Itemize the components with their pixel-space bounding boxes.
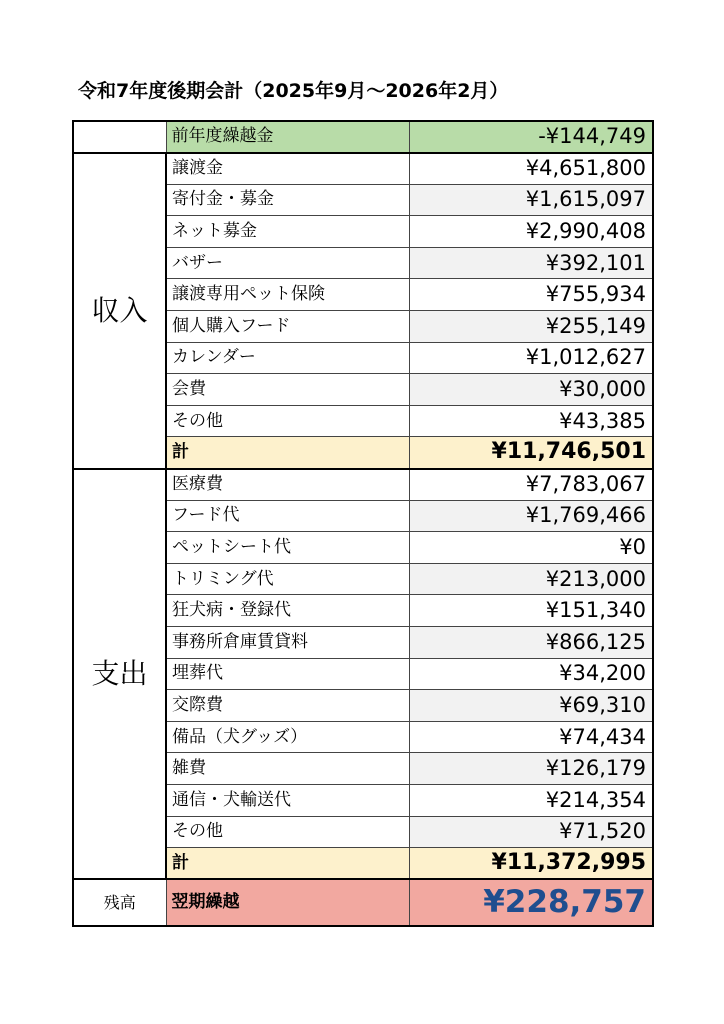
income-row bbox=[73, 153, 653, 185]
income-section bbox=[73, 153, 653, 469]
income-item-value: ¥2,990,408 bbox=[409, 216, 653, 248]
income-item-label: 譲渡金 bbox=[166, 153, 409, 185]
income-item-label: バザー bbox=[166, 247, 409, 279]
income-item-label: 寄付金・募金 bbox=[166, 184, 409, 216]
income-item-label: カレンダー bbox=[166, 342, 409, 374]
expense-item-label: 備品（犬グッズ） bbox=[166, 721, 409, 753]
income-total-value: ¥11,746,501 bbox=[409, 437, 653, 469]
income-item-value: ¥755,934 bbox=[409, 279, 653, 311]
income-item-label: ネット募金 bbox=[166, 216, 409, 248]
balance-label: 翌期繰越 bbox=[166, 879, 409, 926]
carryover-value: -¥144,749 bbox=[409, 121, 653, 153]
balance-row bbox=[73, 879, 653, 926]
expense-item-label: ペットシート代 bbox=[166, 532, 409, 564]
account-table bbox=[72, 120, 654, 927]
expense-total-label: 計 bbox=[166, 848, 409, 880]
expense-item-label: 雑費 bbox=[166, 753, 409, 785]
expense-item-label: 医療費 bbox=[166, 469, 409, 501]
income-item-label: その他 bbox=[166, 405, 409, 437]
income-item-value: ¥392,101 bbox=[409, 247, 653, 279]
carryover-row bbox=[73, 121, 653, 153]
expense-item-value: ¥213,000 bbox=[409, 563, 653, 595]
expense-item-value: ¥7,783,067 bbox=[409, 469, 653, 501]
blank-cell bbox=[73, 121, 166, 153]
income-item-value: ¥43,385 bbox=[409, 405, 653, 437]
expense-item-value: ¥126,179 bbox=[409, 753, 653, 785]
balance-group-label: 残高 bbox=[73, 879, 166, 926]
expense-row bbox=[73, 469, 653, 501]
income-item-label: 譲渡専用ペット保険 bbox=[166, 279, 409, 311]
expense-item-value: ¥866,125 bbox=[409, 627, 653, 659]
expense-item-label: 通信・犬輸送代 bbox=[166, 784, 409, 816]
expense-item-value: ¥74,434 bbox=[409, 721, 653, 753]
expense-group-label: 支出 bbox=[73, 469, 166, 880]
expense-item-value: ¥69,310 bbox=[409, 690, 653, 722]
income-item-value: ¥4,651,800 bbox=[409, 153, 653, 185]
expense-item-label: その他 bbox=[166, 816, 409, 848]
expense-item-label: 埋葬代 bbox=[166, 658, 409, 690]
expense-item-value: ¥1,769,466 bbox=[409, 500, 653, 532]
expense-total-value: ¥11,372,995 bbox=[409, 848, 653, 880]
expense-item-value: ¥34,200 bbox=[409, 658, 653, 690]
expense-item-value: ¥0 bbox=[409, 532, 653, 564]
income-item-value: ¥1,012,627 bbox=[409, 342, 653, 374]
income-item-label: 会費 bbox=[166, 374, 409, 406]
expense-section bbox=[73, 469, 653, 880]
income-total-label: 計 bbox=[166, 437, 409, 469]
expense-item-label: トリミング代 bbox=[166, 563, 409, 595]
carryover-label: 前年度繰越金 bbox=[166, 121, 409, 153]
income-group-label: 収入 bbox=[73, 153, 166, 469]
expense-item-label: フード代 bbox=[166, 500, 409, 532]
expense-item-label: 事務所倉庫賃貸料 bbox=[166, 627, 409, 659]
expense-item-value: ¥71,520 bbox=[409, 816, 653, 848]
balance-value: ¥228,757 bbox=[409, 879, 653, 926]
expense-item-value: ¥151,340 bbox=[409, 595, 653, 627]
income-item-value: ¥1,615,097 bbox=[409, 184, 653, 216]
income-item-label: 個人購入フード bbox=[166, 311, 409, 343]
expense-item-label: 交際費 bbox=[166, 690, 409, 722]
income-item-value: ¥255,149 bbox=[409, 311, 653, 343]
page-title: 令和7年度後期会計（2025年9月～2026年2月） bbox=[78, 80, 509, 102]
income-item-value: ¥30,000 bbox=[409, 374, 653, 406]
expense-item-value: ¥214,354 bbox=[409, 784, 653, 816]
expense-item-label: 狂犬病・登録代 bbox=[166, 595, 409, 627]
